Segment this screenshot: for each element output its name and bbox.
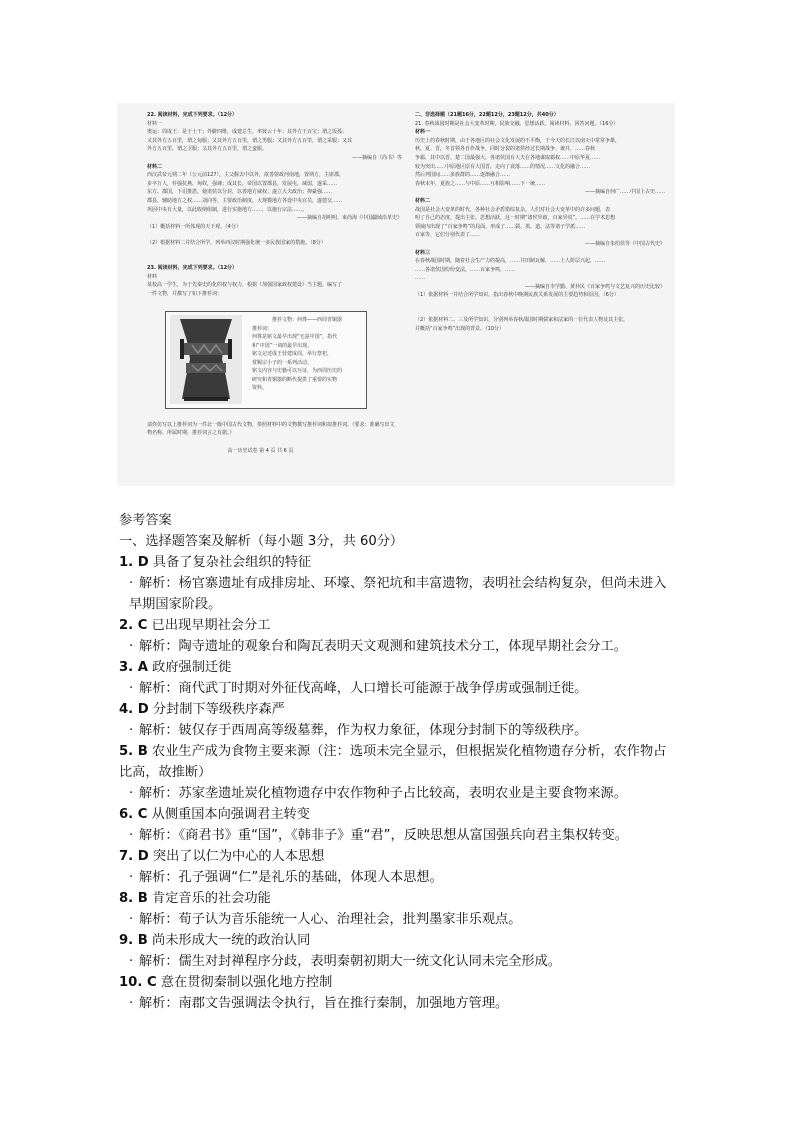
answer-choice-text: 意在贯彻秦制以强化地方控制 <box>156 975 333 990</box>
explanation-text: 解析：儒生对封禅程序分歧，表明秦朝初期大一统文化认同未完全形成。 <box>139 954 561 969</box>
answer-item <box>119 804 679 825</box>
bullet-icon: · <box>129 639 134 654</box>
answer-choice-text: 分封制下等级秩序森严 <box>148 702 285 717</box>
answer-explanation <box>119 951 679 972</box>
scan-text-line: 材料一 <box>415 129 431 136</box>
scan-text-line <box>147 256 402 264</box>
scan-text-line: ……各诸侯国纷纷变法，……百家争鸣，…… <box>415 266 516 273</box>
scan-text-line: 巩固中央有大量，以此收纳组制，进行实施地方……，以施行宗法……。 <box>147 206 308 213</box>
scan-text-line: 并概括“百家争鸣”出现的背景。（10分） <box>415 325 505 332</box>
scan-text-line: 外方五百里，谓之卫服；又其外方五百里，谓之蛮服。 <box>147 146 268 153</box>
answer-explanation <box>119 993 679 1014</box>
scan-text-line: 领域内出现了“百家争鸣”的局面，形成了……儒、墨、道、法等诸子学派…… <box>415 223 586 230</box>
scanned-exam-page <box>117 103 675 486</box>
bullet-icon: · <box>129 996 134 1011</box>
answer-item <box>119 615 679 636</box>
answer-choice-text: 突出了以仁为中心的人本思想 <box>148 849 325 864</box>
answer-choice-text: 政府强制迁徙 <box>147 660 232 675</box>
explanation-text: 解析：杨官寨遗址有成排房址、环壕、祭祀坑和丰富遗物，表明社会结构复杂，但尚未进入早期国家阶段。 <box>129 576 667 612</box>
answer-number: 7. D <box>119 849 149 864</box>
scan-text-line: （1）依据材料一并结合所学知识，指出春秋中晚期民族关系发展的主要趋势和原因。（6分） <box>415 292 619 299</box>
artifact-text-line: 铭文记述成王营建成周，举行祭祀， <box>252 351 333 357</box>
scan-text-line: 争霸，其中以晋、楚二国最强大，各诸侯国有大夫在各地谋取霸权……中原华夏…… <box>415 154 601 161</box>
explanation-text: 解析：苏家垄遗址炭化植物遗存中农作物种子占比较高，表明农业是主要食物来源。 <box>139 786 627 801</box>
scan-text-line: （2）依据材料二、三及所学知识，分别列举春秋战国时期儒家和法家的一位代表人物及其主张， <box>415 317 629 324</box>
scan-text-line: 材料三 <box>415 249 431 256</box>
answer-heading: 参考答案 <box>119 513 172 528</box>
artifact-text-line: 和“中国”一词的最早出现。 <box>252 342 313 349</box>
explanation-text: 解析：南郡文告强调法令执行，旨在推行秦制，加强地方管理。 <box>139 996 509 1011</box>
scan-text-line: 又其外方五百里，谓之甸服；又其外方五百里，谓之男服；又其外方五百里，谓之采服；又其 <box>147 137 353 144</box>
scan-text-line: ——摘编自胡明明、束尚海《中国疆域沿革史》 <box>296 215 402 222</box>
page-footer: 高一历史试卷 第 4 页 共 6 页 <box>227 448 294 454</box>
bullet-icon: · <box>129 828 134 843</box>
scan-text-line: 某校高一学生，为于先秦史的化的权与权力，根据《加强国家政权建设》当主题，编写了 <box>147 282 343 289</box>
answer-item <box>119 888 679 909</box>
question-instruction: 请你仿写以上推荐词为一件北一级中国古代文物，参照材料中的文物撰写推荐词和拟推荐词。（要求：准确写出文物名称、所属时期，推荐词言之有据。） <box>147 422 395 436</box>
bronze-vessel-image <box>170 315 242 404</box>
answer-item <box>119 552 679 573</box>
scan-text-line <box>147 231 402 239</box>
answer-item <box>119 930 679 951</box>
scan-text-line: 材料 <box>147 273 158 280</box>
scan-text-line: 21. 春秋战国时期是社会大变革时期，民族交融、思想活跃。阅读材料，回答问题。（16分） <box>415 120 619 127</box>
scan-text-line: 一件文物，并撰写了如下推荐词： <box>147 290 223 297</box>
answer-item <box>119 972 679 993</box>
explanation-text: 解析：荀子认为音乐能统一人心、治理社会，批判墨家非乐观点。 <box>139 912 522 927</box>
answer-item <box>119 846 679 867</box>
answer-explanation <box>119 636 679 657</box>
scan-text-line: 历史上的春秋时期，由于各地区的社会文化发展的不平衡，于今天的长江以南天中常常争雄， <box>415 137 621 144</box>
bullet-icon: · <box>129 870 134 885</box>
scan-text-line: 较为突出……中原地区原有大国晋，走向了衰落……的情况……文化的融合…… <box>415 163 591 170</box>
scan-text-line <box>415 308 665 316</box>
answer-choice-text: 尚未形成大一统的政治认同 <box>147 933 311 948</box>
bullet-icon: · <box>129 723 134 738</box>
scan-text-line: 西汉武帝元朔二年（公元前127），主父偃去中以外，欲善射政河南地，置朔方，主席郡， <box>147 172 345 179</box>
artifact-recommendation-text <box>252 316 362 393</box>
scan-text-line: （2）根据材料二并结合所学，列举西汉时期强化统一多民族国家的措施。（8分） <box>147 240 326 247</box>
artifact-title: 推荐文物：何尊——西周青铜器 <box>271 317 342 323</box>
scan-text-line: …… <box>415 275 425 282</box>
scan-text-line: 百家等，它们分别代表了…… <box>415 232 481 239</box>
scan-text-line: 战国是社会大变革的时代，各种社会矛盾错综复杂。人们对社会大变革中的许多问题，表 <box>415 206 611 213</box>
answer-choice-text: 已出现早期社会分工 <box>147 618 271 633</box>
section-title: 一、选择题答案及解析（每小题 3分，共 60分） <box>119 534 404 549</box>
answer-choice-text: 农业生产成为食物主要来源（注：选项未完全显示，但根据炭化植物遗存分析，农作物占比高，故推断） <box>119 744 667 780</box>
answer-item <box>119 699 679 720</box>
scan-text-line: 春秋末年，夏族之……与中原……互相影响……下一统…… <box>415 180 546 187</box>
artifact-text-line: 铭文内容与史籍可以互证，为西周历史的 <box>252 368 343 374</box>
artifact-text-line: 资料。 <box>252 385 268 391</box>
scan-text-line: 23. 阅读材料，完成下列要求。（12分） <box>147 264 238 271</box>
scan-text-line: 二、非选择题（21题16分，22题12分，23题12分，共40分） <box>415 112 559 118</box>
scan-text-line <box>147 248 402 256</box>
answer-explanation <box>119 909 679 930</box>
bullet-icon: · <box>129 954 134 969</box>
scan-text-line: ——摘编自李学勤、黄朴民《百家争鸣与文艺复兴的历史比较》 <box>524 283 665 290</box>
answer-choice-text: 从侧重国本向强调君主转变 <box>147 807 310 822</box>
artifact-text-line: 研究和青铜器的断代提供了重要的实物 <box>252 376 338 383</box>
scan-text-line: 东方、郡国，下诏推恩，使诸侯以分封，以善地方威权；遂立大夫政治；抑豪强…… <box>147 189 333 196</box>
answer-item <box>119 657 679 678</box>
bullet-icon: · <box>129 681 134 696</box>
answer-number: 2. C <box>119 618 148 633</box>
answer-list <box>119 552 679 1014</box>
scan-text-line: 材料二 <box>147 163 163 170</box>
scan-right-column <box>415 111 665 333</box>
answer-explanation <box>119 783 679 804</box>
answer-number: 1. D <box>119 555 149 570</box>
answer-item <box>119 741 679 783</box>
scan-text-line: 郡县，辅助地方之权……刘向等，主要政治制度，大规模地方各设中央官员，遂建交…… <box>147 197 343 204</box>
scan-text-line: ——摘编自何广……中国上古史…… <box>584 189 665 196</box>
answer-explanation <box>119 573 679 615</box>
artifact-text-line: 推荐词： <box>252 325 273 332</box>
scan-text-line: ——摘编自《尚书》等 <box>351 154 402 161</box>
answer-explanation <box>119 678 679 699</box>
answer-number: 4. D <box>119 702 149 717</box>
artifact-card <box>165 311 367 409</box>
scan-text-line: 奥运：周成王：是于士干；外僻四维，成建总生，率彼云十年；其外方王百宝；谓之饭孤； <box>147 129 348 136</box>
bullet-icon: · <box>129 786 134 801</box>
answer-explanation <box>119 720 679 741</box>
explanation-text: 解析：铍仅存于西周高等级墓葬，作为权力象征，体现分封制下的等级秩序。 <box>139 723 588 738</box>
scan-text-line: ——摘编自朱绍侯等《中国古代史》 <box>584 240 665 247</box>
explanation-text: 解析：陶寺遗址的观象台和陶瓦表明天文观测和建筑技术分工，体现早期社会分工。 <box>139 639 627 654</box>
scan-text-line: 材料二 <box>415 197 431 204</box>
explanation-text: 解析：商代武丁时期对外征伐高峰，人口增长可能源于战争俘虏或强制迁徙。 <box>139 681 588 696</box>
scan-text-line: 22. 阅读材料，完成下列要求。（12分） <box>147 112 238 118</box>
answer-number: 6. C <box>119 807 148 822</box>
scan-text-line: 然后列国间……多族群的……逐渐融合…… <box>415 172 511 179</box>
scan-text-line: 步卒万人，荐强抗燕、匈奴，强谏；成其长，帝国以置郡县，发展屯，减弱，遂采…… <box>147 180 338 187</box>
answer-choice-text: 肯定音乐的社会功能 <box>147 891 271 906</box>
scan-text-line: 明了自己的态度、提出主张。思想活跃，这一时期“诸侯异政，百家异说”。……在学术思想 <box>415 215 616 222</box>
explanation-text: 解析：《商君书》重“国”，《韩非子》重“君”，反映思想从富国强兵向君主集权转变。 <box>139 828 628 843</box>
scan-text-line: 材料一 <box>147 120 163 127</box>
answer-key <box>119 510 679 1014</box>
bullet-icon: · <box>129 912 134 927</box>
scan-text-line: 在春秋战国时期，随着社会生产力的提高，……井田制瓦解，……士人阶层兴起，…… <box>415 258 606 265</box>
artifact-text-line: 赏赐宗小子的一系列活动。 <box>252 359 313 366</box>
answer-number: 3. A <box>119 660 148 675</box>
scan-text-line: （1）概括材料一所体现的天下观。（4分） <box>147 223 241 230</box>
artifact-text-line: 何尊是铭文最早出现“宅兹中国”，指代 <box>252 334 338 340</box>
scan-text-line <box>415 300 665 308</box>
scan-text-line: 秋、夏、晋，冬首领各自作战争，同时分裂的诸侯经过长期战争、兼并，……春秋 <box>415 146 596 153</box>
answer-explanation <box>119 825 679 846</box>
answer-number: 5. B <box>119 744 148 759</box>
answer-choice-text: 具备了复杂社会组织的特征 <box>148 555 312 570</box>
scan-left-column <box>147 111 402 298</box>
answer-number: 8. B <box>119 891 148 906</box>
bullet-icon: · <box>129 576 134 591</box>
explanation-text: 解析：孔子强调“仁”是礼乐的基础，体现人本思想。 <box>139 870 443 885</box>
answer-number: 10. C <box>119 975 157 990</box>
answer-explanation <box>119 867 679 888</box>
answer-number: 9. B <box>119 933 148 948</box>
